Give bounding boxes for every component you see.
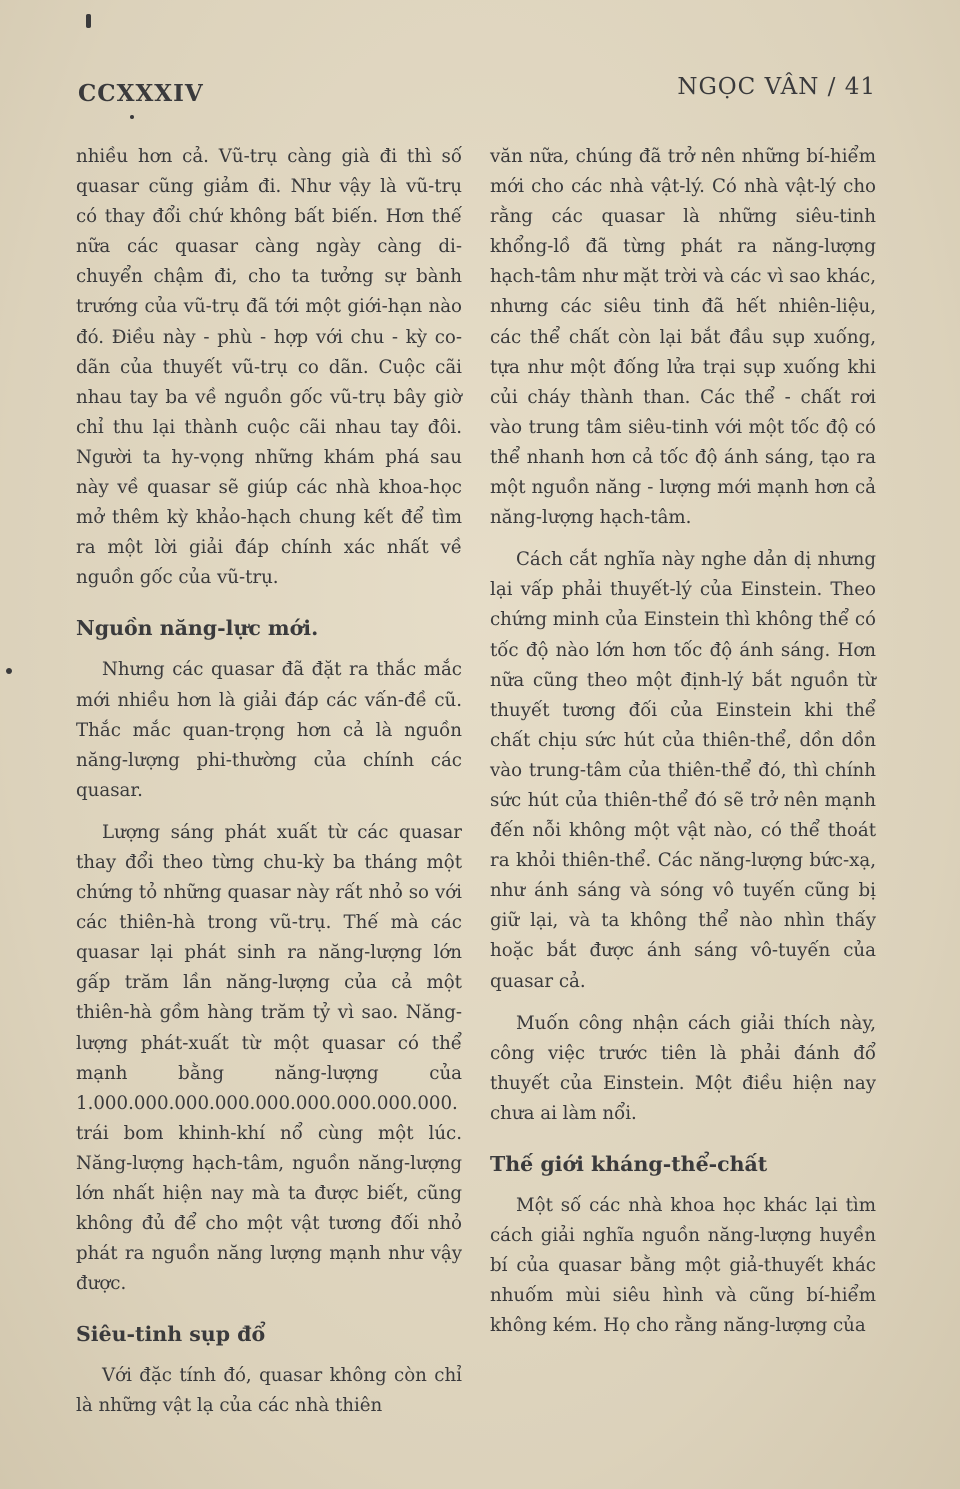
running-title: NGỌC VÂN / 41 <box>677 74 876 100</box>
paragraph: nhiều hơn cả. Vũ-trụ càng già đi thì số quasar cũng giảm đi. Như vậy là vũ-trụ có thay đổi chứ không bất biến. Hơn thế nữa các quasar càng ngày càng di-chuyển chậm đi, cho ta tưởng sự bành trướng của vũ-trụ đã tới một giới-hạn nào đó. Điều này - phù - hợp với chu - kỳ co-dãn của thuyết vũ-trụ co dãn. Cuộc cãi nhau tay ba về nguồn gốc vũ-trụ bây giờ chỉ thu lại thành cuộc cãi nhau tay đôi. Người ta hy-vọng những khám phá sau này về quasar sẽ giúp các nhà khoa-học mở thêm kỳ khảo-hạch chung kết để tìm ra một lời giải đáp chính xác nhất về nguồn gốc của vũ-trụ. <box>76 146 462 589</box>
left-column <box>76 142 462 1434</box>
paragraph: Nhưng các quasar đã đặt ra thắc mắc mới nhiều hơn là giải đáp các vấn-đề cũ. Thắc mắc quan-trọng hơn cả là nguồn năng-lượng phi-thường của chính các quasar. <box>76 659 462 801</box>
section-heading: Thế giới kháng-thể-chất <box>490 1152 768 1176</box>
paragraph: Với đặc tính đó, quasar không còn chỉ là những vật lạ của các nhà thiên <box>76 1365 462 1417</box>
section-heading: Nguồn năng-lực mới. <box>76 616 319 641</box>
paragraph: Muốn công nhận cách giải thích này, công việc trước tiên là phải đánh đổ thuyết của Einstein. Một điều hiện nay chưa ai làm nổi. <box>490 1012 876 1124</box>
paragraph: Cách cắt nghĩa này nghe dản dị nhưng lại vấp phải thuyết-lý của Einstein. Theo chứng minh của Einstein thì không thể có tốc độ nào lớn hơn tốc độ ánh sáng. Hơn nữa cũng theo một định-lý bắt nguồn từ thuyết tương đối của Einstein khi thể chất chịu sức hút của thiên-thể, dồn dồn vào trung-tâm của thiên-thể đó, thì chính sức hút của thiên-thể đó sẽ trở nên mạnh đến nỗi không một vật nào, có thể thoát ra khỏi thiên-thể. Các năng-lượng bức-xạ, như ánh sáng và sóng vô tuyến cũng bị giữ lại, và ta không thể nào nhìn thấy hoặc bắt được ánh sáng vô-tuyến của quasar cả. <box>490 549 876 992</box>
section-heading: Siêu-tinh sụp đổ <box>76 1322 266 1347</box>
ink-speck <box>86 14 91 28</box>
right-column <box>490 142 876 1353</box>
ink-speck <box>6 668 12 674</box>
paragraph: Lượng sáng phát xuất từ các quasar thay đổi theo từng chu-kỳ ba tháng một chứng tỏ những quasar này rất nhỏ so với các thiên-hà trong vũ-trụ. Thế mà các quasar lại phát sinh ra năng-lượng lớn gấp trăm lần năng-lượng của cả một thiên-hà gồm hàng trăm tỷ vì sao. Năng-lượng phát-xuất từ một quasar có thể mạnh bằng năng-lượng của 1.000.000.000.000.000.000.000.000.000. trái bom khinh-khí nổ cùng một lúc. Năng-lượng hạch-tâm, nguồn năng-lượng lớn nhất hiện nay mà ta được biết, cũng không đủ để cho một vật tương đối nhỏ phát ra nguồn năng lượng mạnh như vậy được. <box>76 821 462 1295</box>
paragraph: Một số các nhà khoa học khác lại tìm cách giải nghĩa nguồn năng-lượng huyền bí của quasar bằng một giả-thuyết khác nhuốm mùi siêu hình và cũng bí-hiểm không kém. Họ cho rằng năng-lượng của <box>490 1195 876 1337</box>
ink-speck <box>130 115 134 119</box>
chapter-number: CCXXXIV <box>78 80 204 107</box>
paragraph: văn nữa, chúng đã trở nên những bí-hiểm mới cho các nhà vật-lý. Có nhà vật-lý cho rằng các quasar là những siêu-tinh khổng-lồ đã từng phát ra năng-lượng hạch-tâm như mặt trời và các vì sao khác, nhưng các siêu tinh đã hết nhiên-liệu, các thể chất còn lại bắt đầu sụp xuống, tựa như một đống lửa trại sụp xuống khi củi cháy thành than. Các thể - chất rơi vào trung tâm siêu-tinh với một tốc độ có thể nhanh hơn cả tốc độ ánh sáng, tạo ra một nguồn năng - lượng mới mạnh hơn cả năng-lượng hạch-tâm. <box>490 146 876 529</box>
